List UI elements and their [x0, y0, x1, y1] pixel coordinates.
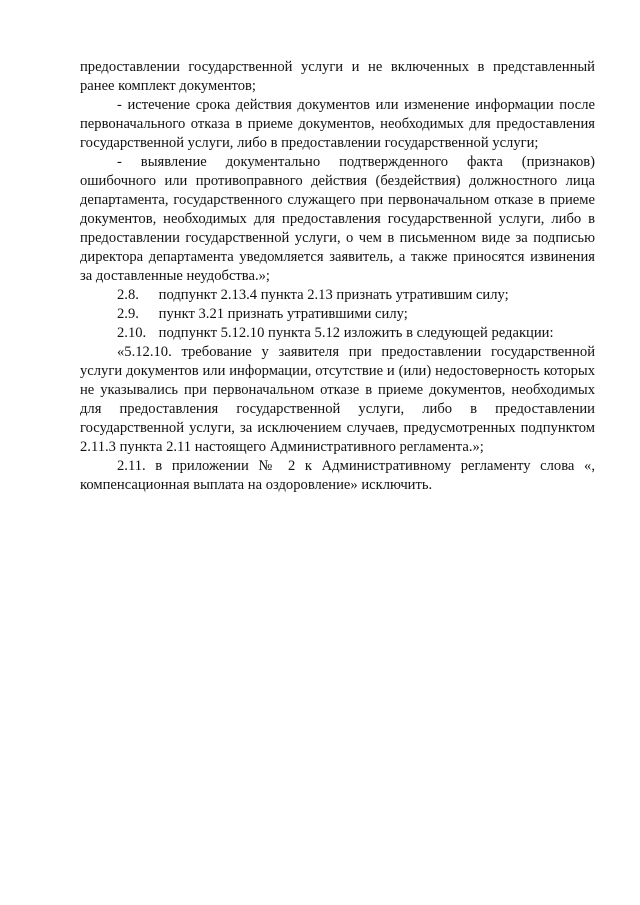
list-item-2-9 [80, 305, 595, 324]
item-text: пункт 3.21 признать утратившими силу; [158, 306, 408, 322]
paragraph-error-detection: - выявление документально подтвержденного факта (признаков) ошибочного или противоправного действия (бездействия) должностного лица департамента, государственного служащего при первоначальном отказе в приеме документов, необходимых для предоставления государственной услуги, либо в предоставлении государственной услуги, о чем в письменном виде за подписью директора департамента уведомляется заявитель, а также приносятся извинения за доставленные неудобства.»; [80, 154, 595, 284]
paragraph-2-11: 2.11. в приложении № 2 к Административному регламенту слова «, компенсационная выплата на оздоровление» исключить. [80, 458, 595, 493]
item-number: 2.10. [117, 325, 147, 341]
item-number: 2.9. [117, 306, 139, 322]
paragraph-document-expiry: - истечение срока действия документов или изменение информации после первоначального отказа в приеме документов, необходимых для предоставления государственной услуги, либо в предоставлении государственной услуги; [80, 97, 595, 151]
document-body [80, 58, 595, 495]
list-item-2-8 [80, 286, 595, 305]
paragraph-quoted-5-12-10: «5.12.10. требование у заявителя при предоставлении государственной услуги документов или информации, отсутствие и (или) недостоверность которых не указывались при первоначальном отказе в приеме документов, необходимых для предоставления государственной услуги, либо в предоставлении государственной услуги, за исключением случаев, предусмотренных подпунктом 2.11.3 пункта 2.11 настоящего Административного регламента.»; [80, 344, 595, 455]
item-text: подпункт 5.12.10 пункта 5.12 изложить в следующей редакции: [158, 325, 554, 341]
paragraph-continuation: предоставлении государственной услуги и не включенных в представленный ранее комплект документов; [80, 59, 595, 94]
list-item-2-10 [80, 324, 595, 343]
item-text: подпункт 2.13.4 пункта 2.13 признать утратившим силу; [158, 287, 509, 303]
item-number: 2.8. [117, 287, 139, 303]
